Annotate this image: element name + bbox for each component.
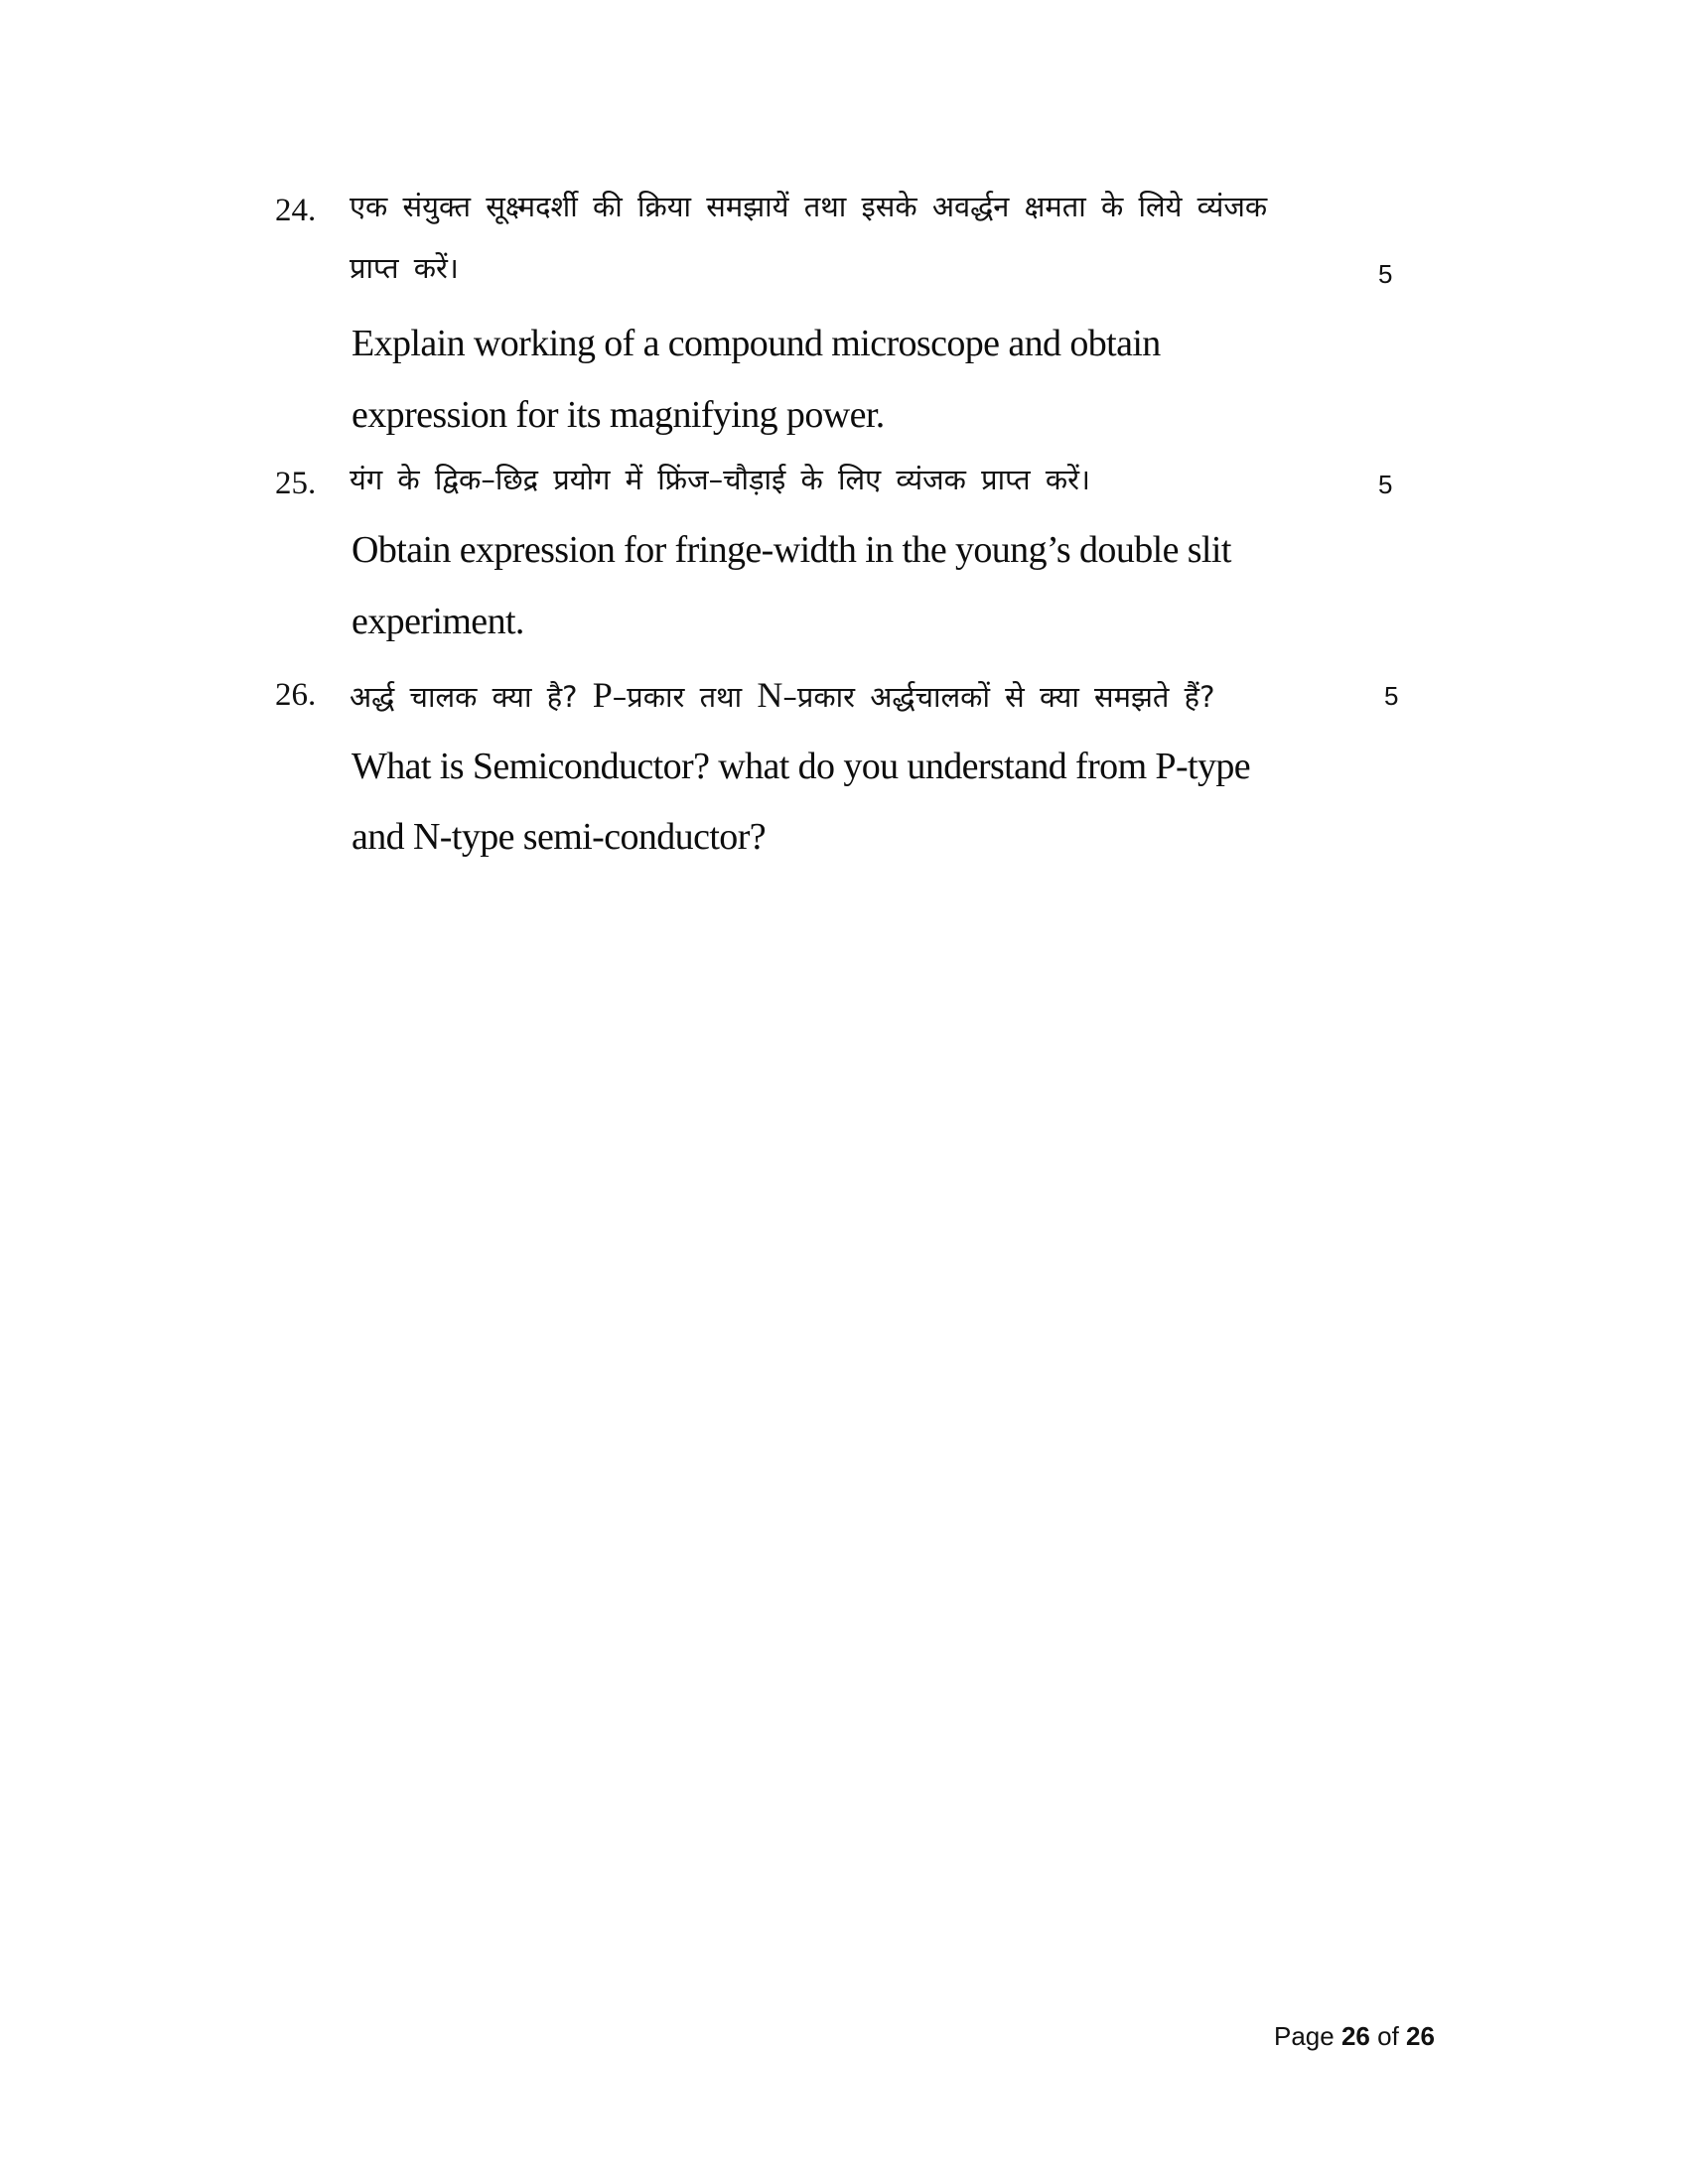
question-english-text-continued: experiment.	[352, 601, 524, 642]
question-number: 24.	[275, 193, 317, 228]
current-page-number: 26	[1340, 2021, 1370, 2051]
question-number: 26.	[275, 677, 317, 713]
hindi-segment: –प्रकार अर्द्धचालकों से क्या समझते हैं?	[782, 680, 1215, 714]
question-marks: 5	[1384, 681, 1399, 711]
question-number: 25.	[275, 466, 317, 501]
p-type-letter: P	[592, 675, 613, 715]
page-label: Page	[1274, 2021, 1335, 2051]
question-english-text: What is Semiconductor? what do you understand from P-type	[352, 746, 1251, 787]
question-english-text-continued: and N-type semi-conductor?	[352, 816, 767, 858]
question-hindi-text	[350, 677, 1214, 713]
total-pages-number: 26	[1406, 2021, 1435, 2051]
question-english-text-continued: expression for its magnifying power.	[352, 394, 885, 436]
question-hindi-text-continued: प्राप्त करें।	[350, 251, 459, 285]
question-marks: 5	[1378, 259, 1393, 289]
hindi-segment: –प्रकार तथा	[612, 680, 743, 714]
question-hindi-text: यंग के द्विक–छिद्र प्रयोग में फ्रिंज–चौड़ाई के लिए व्यंजक प्राप्त करें।	[350, 463, 1090, 496]
of-label: of	[1377, 2021, 1399, 2051]
question-english-text: Explain working of a compound microscope and obtain	[352, 323, 1161, 364]
question-english-text: Obtain expression for fringe-width in the young’s double slit	[352, 529, 1231, 571]
page-number-footer	[1274, 2023, 1435, 2049]
question-marks: 5	[1378, 470, 1393, 499]
hindi-segment: अर्द्ध चालक क्या है?	[350, 680, 578, 714]
n-type-letter: N	[757, 675, 783, 715]
question-hindi-text: एक संयुक्त सूक्ष्मदर्शी की क्रिया समझायें तथा इसके अवर्द्धन क्षमता के लिये व्यंजक	[350, 190, 1268, 223]
